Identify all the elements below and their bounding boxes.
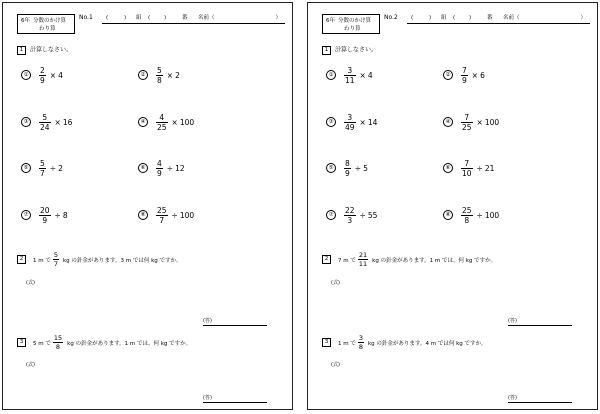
fraction: [39, 66, 46, 85]
instruction-text: 計算しなさい。: [335, 46, 378, 54]
class-label: 組: [441, 15, 447, 21]
name-close-paren: ）: [275, 15, 281, 21]
problem-number: ⑧: [443, 210, 453, 220]
fraction: [358, 251, 368, 268]
numerator: 5: [157, 65, 162, 75]
operand: 21: [484, 163, 495, 173]
fraction: [39, 159, 46, 178]
denominator: 8: [358, 343, 363, 351]
denominator: 24: [40, 122, 50, 132]
class-close-paren: ): [429, 15, 432, 21]
name-close-paren: ）: [580, 15, 586, 21]
problem-number: ③: [21, 117, 31, 127]
question-number-box: 2: [17, 255, 26, 264]
problem-6: [138, 156, 185, 180]
operand: 16: [62, 117, 73, 127]
fraction: [344, 113, 356, 132]
section-1-heading: [17, 46, 72, 55]
denominator: 7: [40, 168, 45, 178]
problem-2: [138, 63, 180, 87]
class-open-paren: (: [106, 15, 109, 21]
numerator: 3: [347, 112, 353, 122]
fraction: [53, 251, 59, 268]
fraction: [156, 206, 168, 225]
numerator: 7: [464, 112, 470, 122]
problem-number: ③: [326, 117, 336, 127]
problem-number: ⑦: [21, 210, 31, 220]
fraction: [156, 66, 163, 85]
numerator: 3: [358, 334, 363, 342]
answer-line: [203, 325, 267, 326]
operator: ÷: [476, 210, 483, 220]
operand: 2: [58, 163, 63, 173]
denominator: 25: [462, 122, 472, 132]
operand: 100: [179, 210, 195, 220]
word-problem-3: [322, 334, 489, 351]
operator: ÷: [476, 163, 483, 173]
question-number-box: 1: [322, 46, 331, 55]
operator: ÷: [49, 163, 57, 173]
numerator: 7: [462, 65, 467, 75]
operand: 4: [58, 70, 63, 80]
denominator: 7: [159, 215, 165, 225]
fraction: [39, 113, 51, 132]
class-open-paren: (: [411, 15, 414, 21]
problem-6: [443, 156, 494, 180]
class-name-line: [102, 14, 285, 24]
class-name-line: [407, 14, 590, 24]
fraction: [344, 159, 351, 178]
worksheet-page-1: [2, 2, 293, 410]
numerator: 21: [358, 251, 368, 259]
denominator: 8: [157, 75, 162, 85]
denominator: 9: [157, 168, 162, 178]
denominator: 9: [345, 168, 350, 178]
numerator: 4: [157, 158, 162, 168]
title-line-2: わり算: [344, 26, 361, 32]
worksheet-page-2: [307, 2, 598, 410]
class-label: 組: [136, 15, 142, 21]
problem-number: ⑤: [326, 163, 336, 173]
operator: ×: [54, 117, 61, 127]
formula-label: (式): [26, 362, 35, 368]
grade-label: 6年: [326, 18, 335, 24]
denominator: 25: [157, 122, 167, 132]
denominator: 7: [53, 260, 58, 268]
denominator: 8: [464, 215, 470, 225]
fraction: [461, 66, 468, 85]
denominator: 10: [462, 168, 472, 178]
denominator: 8: [55, 343, 61, 351]
name-label: 名前（: [503, 15, 520, 21]
word-problem-text: kg の針金があります。3 m では何 kg ですか。: [63, 257, 182, 264]
operand: 100: [484, 117, 500, 127]
fraction: [344, 66, 356, 85]
problem-number: ②: [138, 70, 148, 80]
answer-label: (答): [203, 395, 212, 401]
word-problem-prefix: 1 m で: [338, 340, 356, 347]
answer-label: (答): [203, 318, 212, 324]
fraction: [53, 334, 63, 351]
problem-number: ①: [21, 70, 31, 80]
word-problem-text: kg の針金があります。4 m では何 kg ですか。: [368, 340, 487, 347]
answer-label: (答): [508, 395, 517, 401]
worksheet-header: [17, 14, 285, 36]
fraction: [358, 334, 364, 351]
operand: 14: [367, 117, 378, 127]
word-problem-prefix: 1 m で: [33, 257, 51, 264]
word-problem-2: [17, 251, 184, 268]
operator: ×: [49, 70, 57, 80]
denominator: 49: [345, 122, 355, 132]
problem-4: [443, 110, 499, 134]
question-number-box: 3: [17, 338, 26, 347]
problem-number: ②: [443, 70, 453, 80]
operand: 100: [484, 210, 500, 220]
problem-3: [326, 110, 377, 134]
class-close-paren: ): [124, 15, 127, 21]
denominator: 9: [42, 215, 48, 225]
fraction: [156, 113, 168, 132]
problem-2: [443, 63, 485, 87]
formula-label: (式): [331, 362, 340, 368]
fraction: [156, 159, 163, 178]
numerator: 15: [53, 334, 63, 342]
problem-7: [326, 203, 377, 227]
operator: ÷: [359, 210, 366, 220]
operand: 8: [62, 210, 68, 220]
problem-number: ④: [443, 117, 453, 127]
problem-7: [21, 203, 68, 227]
numerator: 4: [159, 112, 165, 122]
formula-label: (式): [331, 280, 340, 286]
number-close-paren: ): [469, 15, 472, 21]
problem-3: [21, 110, 72, 134]
word-problem-text: kg の針金があります。1 m では、何 kg ですか。: [67, 340, 192, 347]
numerator: 5: [42, 112, 48, 122]
question-number-box: 2: [322, 255, 331, 264]
problem-number: ⑧: [138, 210, 148, 220]
denominator: 3: [347, 215, 353, 225]
sheet-number: No.2: [384, 14, 398, 21]
fraction: [461, 206, 473, 225]
numerator: 25: [157, 205, 167, 215]
answer-line: [508, 402, 572, 403]
operand: 5: [363, 163, 368, 173]
name-label: 名前（: [198, 15, 215, 21]
number-label: 番: [487, 15, 493, 21]
operand: 100: [179, 117, 195, 127]
numerator: 5: [40, 158, 45, 168]
fraction: [461, 159, 473, 178]
word-problem-text: kg の針金があります。1 m では、何 kg ですか。: [372, 257, 497, 264]
worksheet-header: [322, 14, 590, 36]
denominator: 9: [40, 75, 45, 85]
answer-line: [508, 325, 572, 326]
operator: ×: [171, 117, 178, 127]
problem-8: [443, 203, 499, 227]
problem-8: [138, 203, 194, 227]
operator: ×: [359, 70, 366, 80]
number-open-paren: (: [148, 15, 151, 21]
operand: 12: [175, 163, 185, 173]
operand: 6: [480, 70, 485, 80]
numerator: 25: [462, 205, 472, 215]
word-problem-3: [17, 334, 193, 351]
grade-label: 6年: [21, 18, 30, 24]
operand: 2: [175, 70, 180, 80]
question-number-box: 1: [17, 46, 26, 55]
formula-label: (式): [26, 280, 35, 286]
question-number-box: 3: [322, 338, 331, 347]
numerator: 8: [345, 158, 350, 168]
operator: ×: [166, 70, 174, 80]
operator: ÷: [354, 163, 362, 173]
word-problem-prefix: 5 m で: [33, 340, 51, 347]
title-box: [17, 14, 75, 34]
denominator: 11: [345, 75, 355, 85]
operator: ×: [476, 117, 483, 127]
fraction: [39, 206, 51, 225]
instruction-text: 計算しなさい。: [30, 46, 73, 54]
number-label: 番: [182, 15, 188, 21]
word-problem-prefix: 7 m で: [338, 257, 356, 264]
title-box: [322, 14, 380, 34]
denominator: 11: [358, 260, 368, 268]
operator: ÷: [166, 163, 174, 173]
operator: ÷: [54, 210, 61, 220]
numerator: 22: [345, 205, 355, 215]
problem-number: ⑥: [443, 163, 453, 173]
problem-4: [138, 110, 194, 134]
problem-1: [326, 63, 373, 87]
answer-label: (答): [508, 318, 517, 324]
operator: ×: [359, 117, 366, 127]
title-line-1: 分数のかけ算: [338, 18, 372, 24]
answer-line: [203, 402, 267, 403]
problem-number: ①: [326, 70, 336, 80]
title-line-1: 分数のかけ算: [33, 18, 67, 24]
numerator: 2: [40, 65, 45, 75]
problem-number: ④: [138, 117, 148, 127]
problem-5: [21, 156, 63, 180]
problem-number: ⑤: [21, 163, 31, 173]
fraction: [344, 206, 356, 225]
sheet-number: No.1: [79, 14, 93, 21]
operator: ÷: [171, 210, 178, 220]
operand: 55: [367, 210, 378, 220]
operand: 4: [367, 70, 373, 80]
operator: ×: [471, 70, 479, 80]
problem-1: [21, 63, 63, 87]
numerator: 7: [464, 158, 470, 168]
problem-number: ⑥: [138, 163, 148, 173]
section-1-heading: [322, 46, 377, 55]
word-problem-2: [322, 251, 498, 268]
number-open-paren: (: [453, 15, 456, 21]
fraction: [461, 113, 473, 132]
title-line-2: わり算: [39, 26, 56, 32]
number-close-paren: ): [164, 15, 167, 21]
problem-number: ⑦: [326, 210, 336, 220]
problem-5: [326, 156, 368, 180]
numerator: 5: [53, 251, 58, 259]
numerator: 20: [40, 205, 50, 215]
numerator: 3: [347, 65, 353, 75]
denominator: 9: [462, 75, 467, 85]
